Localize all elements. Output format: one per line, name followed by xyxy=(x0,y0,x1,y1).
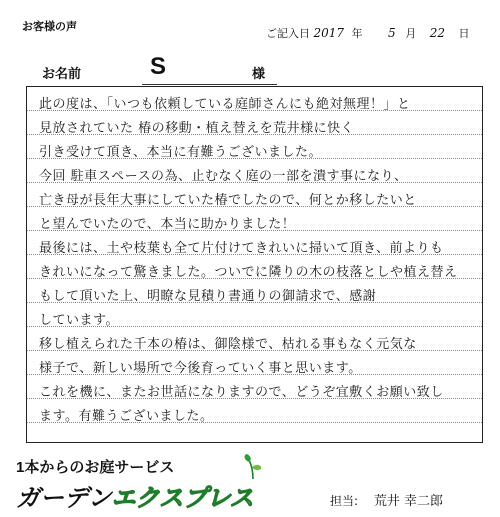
name-suffix: 様 xyxy=(252,67,266,82)
staff-info xyxy=(330,490,443,509)
message-line: これを機に、またお世話になりますので、どうぞ宜敷くお願い致し xyxy=(39,385,444,400)
message-line: ます。有難うございました。 xyxy=(39,409,214,424)
message-line: 最後には、土や枝葉も全て片付けてきれいに掃いて頂き、前よりも xyxy=(39,241,444,256)
message-line: 見放されていた 椿の移動・植え替えを荒井様に快く xyxy=(39,121,355,136)
date-label: ご記入日 xyxy=(266,27,310,40)
leaf-icon xyxy=(243,454,263,480)
testimonial-form xyxy=(8,6,492,437)
date-year-unit: 年 xyxy=(351,27,363,40)
date-year: 2017 xyxy=(313,26,345,40)
date-day: 22 xyxy=(429,26,445,40)
brand-logo xyxy=(16,478,254,513)
message-line: きれいになって驚きました。ついでに隣りの木の枝落としや植え替え xyxy=(39,265,458,280)
message-line: 亡き母が長年大事にしていた椿でしたので、何とか移したいと xyxy=(39,193,417,208)
name-label: お名前 xyxy=(42,67,82,82)
message-line: 様子で、新しい場所で今後育っていく事と思います。 xyxy=(39,361,362,376)
message-line: もして頂いた上、明瞭な見積り書通りの御請求で、感謝 xyxy=(39,289,377,304)
message-box xyxy=(26,86,483,443)
staff-name: 荒井 幸二郎 xyxy=(373,494,444,509)
name-underline xyxy=(142,84,277,85)
message-line: 今回 駐車スペースの為、止むなく庭の一部を潰す事になり、 xyxy=(39,169,408,184)
date-month: 5 xyxy=(388,26,396,40)
customer-name: S xyxy=(150,53,167,80)
date-day-unit: 日 xyxy=(458,27,470,40)
message-line: 此の度は、「いつも依頼している庭師さんにも絶対無理！」と xyxy=(39,97,411,112)
date-month-unit: 月 xyxy=(405,27,417,40)
form-title: お客様の声 xyxy=(22,20,77,33)
message-line: しています。 xyxy=(39,313,119,328)
brand-part2: エクスプレス xyxy=(111,485,254,512)
brand-part1: ガーデン xyxy=(16,485,112,512)
name-row xyxy=(42,53,492,83)
footer xyxy=(0,452,500,517)
message-line: と望んでいたので、本当に助かりました！ xyxy=(39,217,296,232)
staff-label: 担当: xyxy=(330,494,359,508)
tagline: 1本からのお庭サービス xyxy=(16,459,175,476)
message-line: 引き受けて頂き、本当に有難うございました。 xyxy=(39,145,322,160)
date-row xyxy=(266,25,469,41)
message-line: 移し植えられた千本の椿は、御陰様で、枯れる事もなく元気な xyxy=(39,337,417,352)
